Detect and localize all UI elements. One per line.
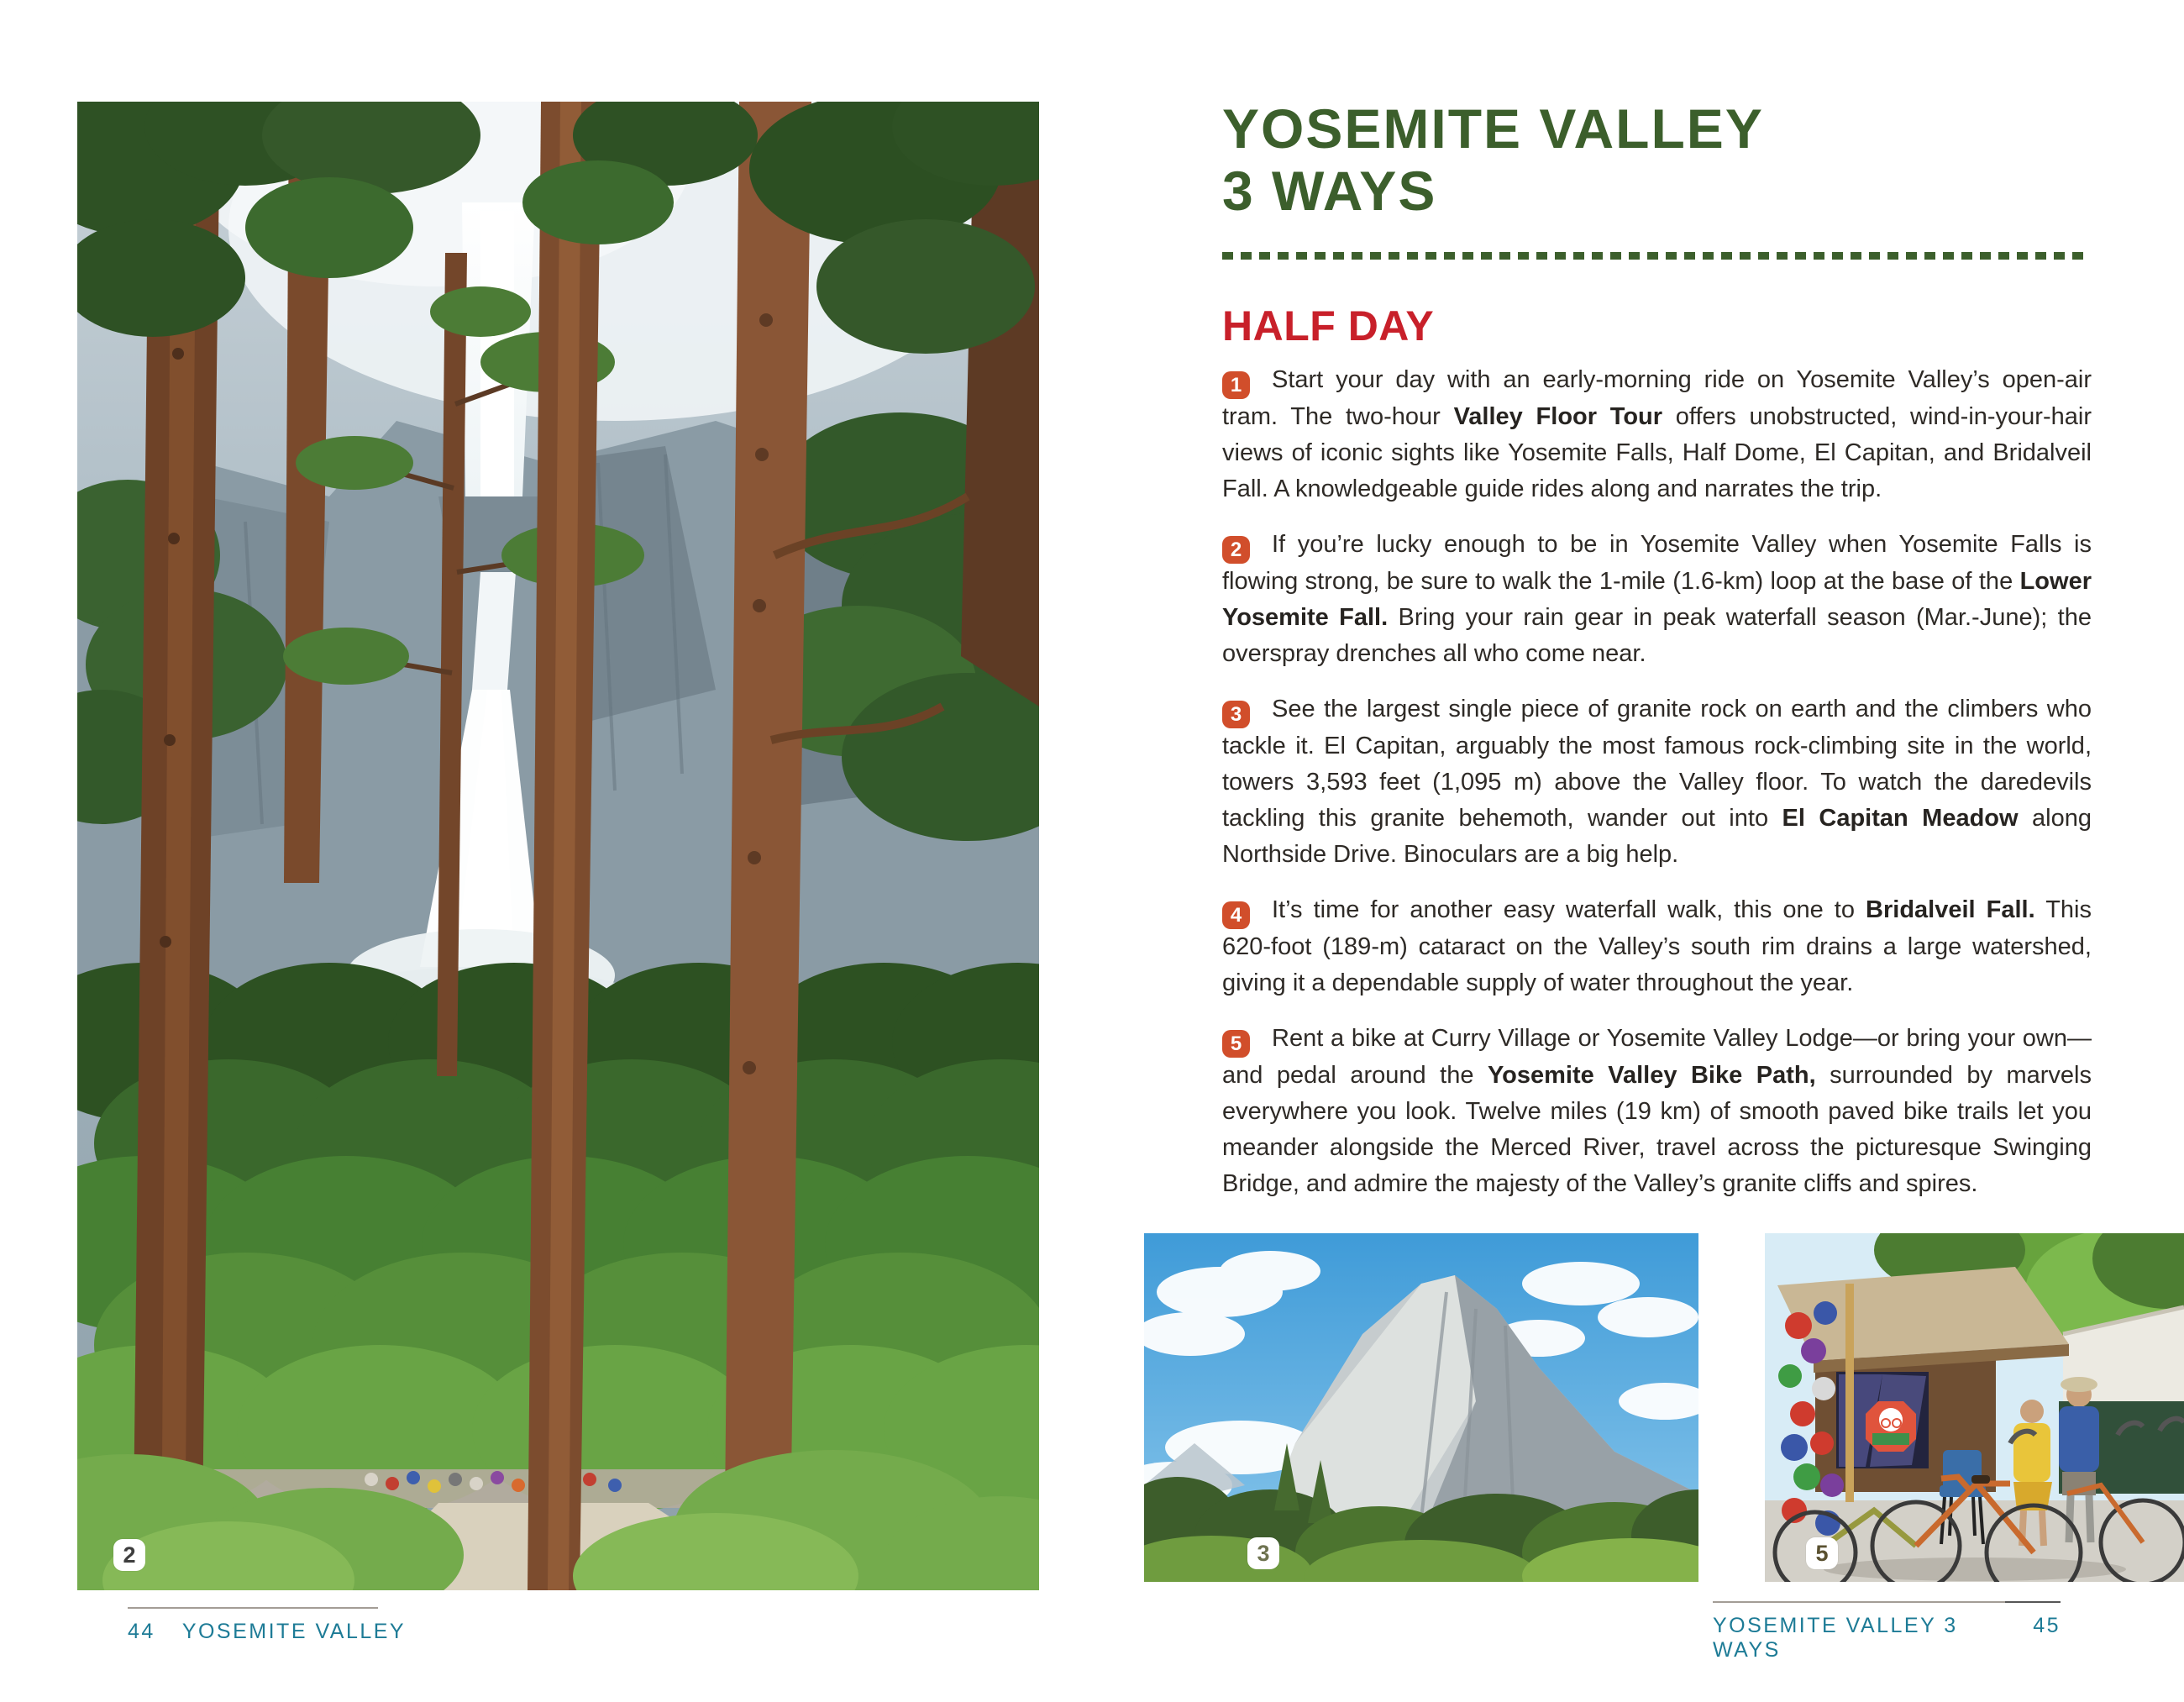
photo-number-badge: 2: [113, 1539, 145, 1571]
half-day-item: [1222, 1021, 2092, 1202]
text-run: Rent a bike at Curry Village or Yosemite Valley Lodge—or bring your own—and pedal around the: [1222, 1025, 2092, 1089]
half-day-item: [1222, 362, 2092, 507]
dashed-divider: [1222, 252, 2083, 260]
page-number: 44: [128, 1620, 155, 1643]
text-run: Bring your rain gear in peak waterfall season (Mar.-June); the overspray drenches all who come near.: [1222, 604, 2092, 667]
text-run: It’s time for another easy waterfall walk, this one to: [1272, 896, 1866, 923]
half-day-item: [1222, 527, 2092, 672]
item-number-badge: 5: [1222, 1030, 1250, 1058]
folio-rule: [1713, 1601, 2061, 1603]
half-day-item: [1222, 892, 2092, 1001]
item-number-badge: 2: [1222, 536, 1250, 564]
item-number-badge: 4: [1222, 901, 1250, 929]
half-day-item: [1222, 691, 2092, 873]
text-run: This 620-foot (189-m) cataract on the Valley’s south rim drains a large watershed, giving it a dependable supply of water throughout the year.: [1222, 896, 2092, 996]
text-run: surrounded by marvels everywhere you look. Twelve miles (19 km) of smooth paved bike trails let you meander alongside the Merced River, travel across the picturesque Swinging Bridge, and admire the majesty of the Valley’s granite cliffs and spires.: [1222, 1062, 2092, 1197]
running-head: YOSEMITE VALLEY: [181, 1620, 407, 1643]
right-folio: [1713, 1601, 2061, 1663]
page-title-line2: 3 WAYS: [1222, 160, 1437, 222]
bold-run: Yosemite Valley Bike Path,: [1487, 1062, 1816, 1089]
bold-run: Valley Floor Tour: [1453, 403, 1663, 430]
bold-run: El Capitan Meadow: [1782, 805, 2019, 832]
text-run: See the largest single piece of granite rock on earth and the climbers who tackle it. El Capitan, arguably the most famous rock-climbing site in the world, towers 3,593 feet (1,095 m) above the Valley floor. To watch the daredevils tackling this granite behemoth, wander out into: [1222, 696, 2092, 832]
text-run: Start your day with an early-morning ride on Yosemite Valley’s open-air tram. The two-hour: [1222, 366, 2092, 430]
page-number: 45: [2033, 1614, 2061, 1637]
right-text-column: [1222, 97, 2092, 1221]
item-number-badge: 3: [1222, 701, 1250, 728]
bold-run: Lower Yosemite Fall.: [1222, 568, 2092, 631]
half-day-list: [1222, 362, 2092, 1202]
el-capitan-scene: [1144, 1233, 1698, 1582]
yosemite-falls-photo: [77, 102, 1039, 1590]
folio-rule: [128, 1607, 378, 1609]
el-capitan-photo: [1144, 1233, 1698, 1582]
text-run: offers unobstructed, wind-in-your-hair views of iconic sights like Yosemite Falls, Half Dome, El Capitan, and Bridalveil Fall. A knowledgeable guide rides along and narrates the trip.: [1222, 403, 2092, 502]
text-run: If you’re lucky enough to be in Yosemite Valley when Yosemite Falls is flowing strong, be sure to walk the 1-mile (1.6-km) loop at the base of the: [1222, 531, 2092, 595]
section-heading: HALF DAY: [1222, 302, 1435, 349]
photo-number-badge: 3: [1247, 1537, 1279, 1569]
bold-run: Bridalveil Fall.: [1866, 896, 2035, 923]
left-folio: [128, 1607, 407, 1644]
running-head: YOSEMITE VALLEY 3 WAYS: [1713, 1614, 1958, 1662]
bike-stop-sign: [1866, 1401, 1916, 1452]
photo-number-badge: 5: [1806, 1537, 1838, 1569]
page-title-line1: YOSEMITE VALLEY: [1222, 97, 1764, 160]
yosemite-falls-scene: [77, 102, 1039, 1590]
item-number-badge: 1: [1222, 371, 1250, 399]
page-title: [1222, 97, 2092, 222]
bike-rental-photo: [1765, 1233, 2184, 1582]
text-run: along Northside Drive. Binoculars are a big help.: [1222, 805, 2092, 868]
bike-rental-scene: [1765, 1233, 2184, 1582]
